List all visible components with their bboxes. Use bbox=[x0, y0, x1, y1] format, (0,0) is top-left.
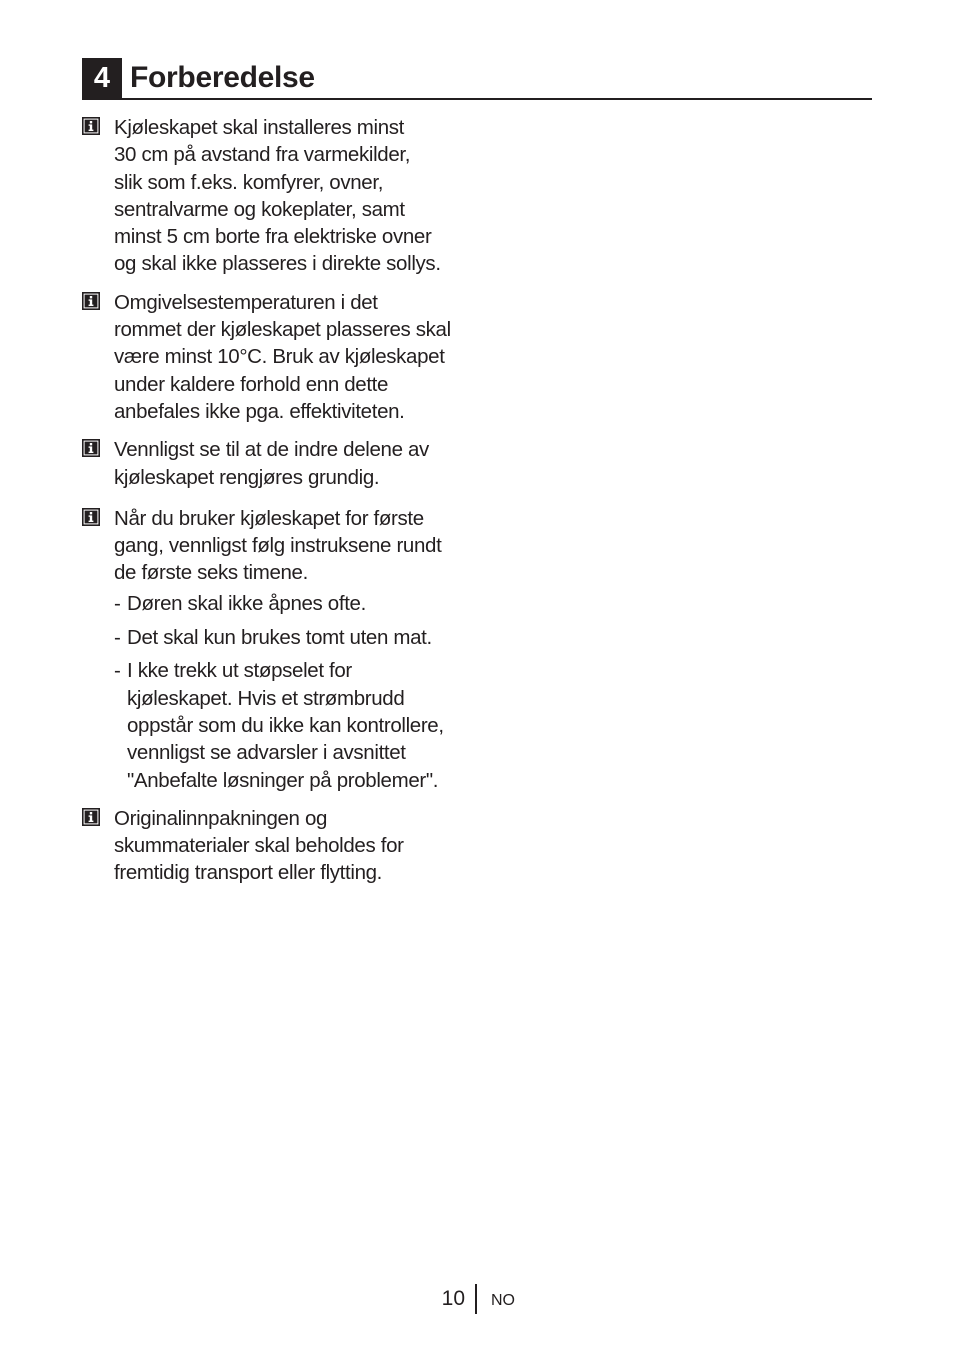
section-heading bbox=[82, 58, 872, 100]
page-footer bbox=[0, 1284, 954, 1316]
note-text: Vennligst se til at de indre delene av kjøleskapet rengjøres grundig. bbox=[114, 438, 429, 489]
note-item bbox=[82, 505, 482, 794]
section-number-badge: 4 bbox=[82, 58, 122, 98]
info-icon bbox=[82, 117, 100, 135]
list-item bbox=[114, 624, 482, 651]
list-item-text: I kke trekk ut støpselet for kjøleskapet. Hvis et strømbrudd oppstår som du ikke kan kontrollere, vennligst se advarsler i avsnittet "Anbefalte løsninger på problemer". bbox=[127, 659, 444, 792]
note-text: Når du bruker kjøleskapet for første gang, vennligst følg instruksene rundt de første seks timene. bbox=[114, 506, 442, 585]
note-item bbox=[82, 436, 482, 491]
list-item-text: Døren skal ikke åpnes ofte. bbox=[127, 591, 366, 615]
info-icon bbox=[82, 808, 100, 826]
footer-divider bbox=[475, 1284, 477, 1314]
list-item-text: Det skal kun brukes tomt uten mat. bbox=[127, 625, 432, 649]
dash-marker: - bbox=[114, 591, 121, 615]
note-item bbox=[82, 289, 482, 425]
info-icon bbox=[82, 508, 100, 526]
note-item bbox=[82, 805, 482, 887]
section-title: Forberedelse bbox=[130, 61, 315, 94]
note-text: Omgivelsestemperaturen i det rommet der kjøleskapet plasseres skal være minst 10°C. Bruk av kjøleskapet under kaldere forhold enn dette anbefales ikke pga. effektiviteten. bbox=[114, 290, 451, 423]
page-number: 10 bbox=[441, 1287, 465, 1310]
bullet-list bbox=[114, 590, 482, 794]
list-item bbox=[114, 590, 482, 617]
dash-marker: - bbox=[114, 625, 121, 649]
note-text: Originalinnpakningen og skummaterialer skal beholdes for fremtidig transport eller flytting. bbox=[114, 806, 404, 885]
notes-list bbox=[82, 114, 482, 887]
language-code: NO bbox=[491, 1292, 515, 1309]
note-item bbox=[82, 114, 482, 278]
note-text: Kjøleskapet skal installeres minst 30 cm på avstand fra varmekilder, slik som f.eks. komfyrer, ovner, sentralvarme og kokeplater, samt minst 5 cm borte fra elektriske ovner og skal ikke plasseres i direkte sollys. bbox=[114, 116, 441, 276]
list-item bbox=[114, 657, 482, 793]
dash-marker: - bbox=[114, 659, 121, 683]
info-icon bbox=[82, 439, 100, 457]
info-icon bbox=[82, 292, 100, 310]
